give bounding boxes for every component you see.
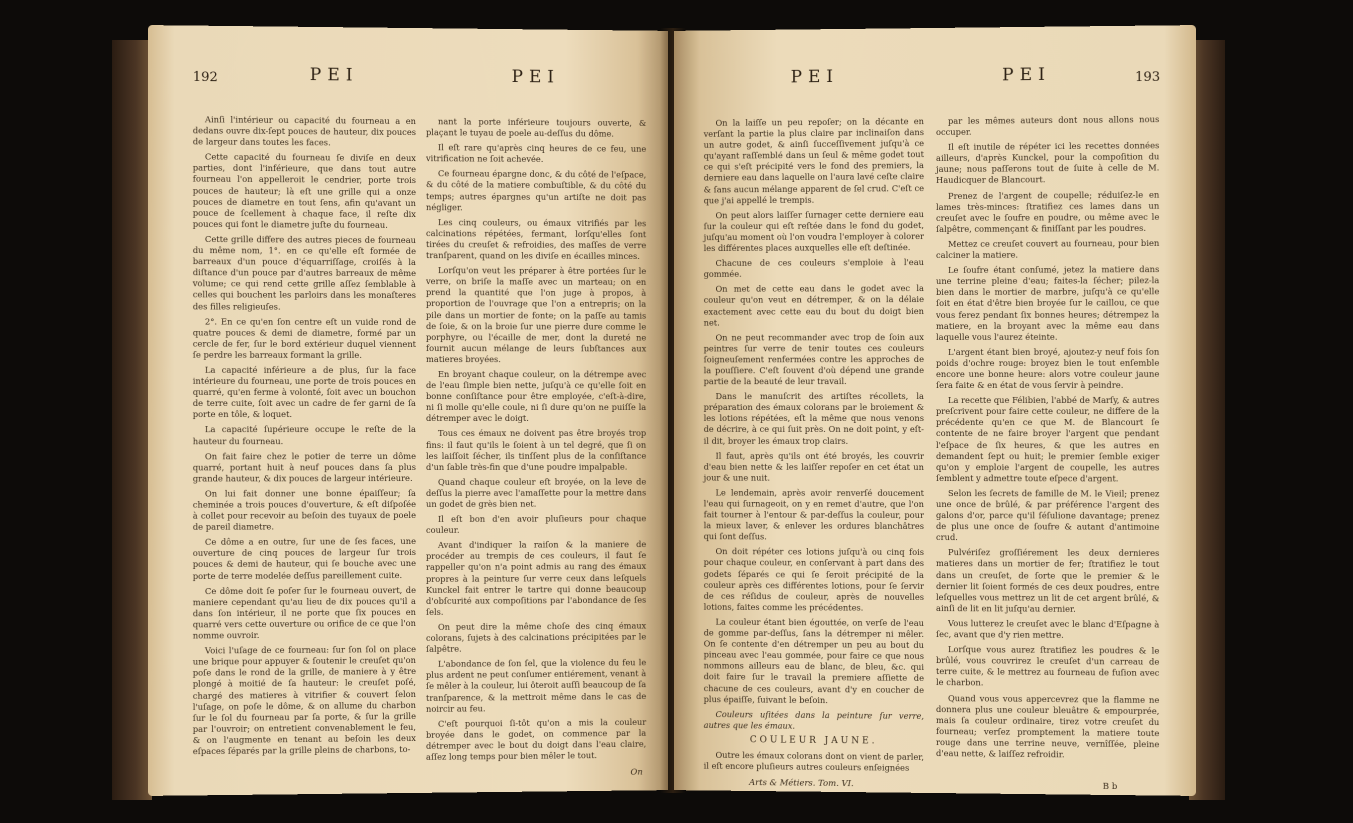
catchword: On [630, 767, 643, 778]
paragraph: La capacité ſupérieure occupe le reſte de la hauteur du fourneau. [192, 424, 416, 446]
page-number: 192 [192, 69, 218, 86]
paragraph: Mettez ce creuſet couvert au fourneau, pour bien calciner la matiere. [935, 237, 1160, 261]
paragraph: Cette capacité du fourneau ſe diviſe en deux parties, dont l'inférieure, que dans tout autre fourneau l'on appelleroit le cendrier, porte trois pouces de hauteur; là eſt une grille qui a onze pouces de diametre en tout ſens, afin qu'avant un pouce de ſcellement à chaque face, il reſte dix pouces qui font le diametre juſte du fourneau. [192, 151, 416, 230]
paragraph: Avant d'indiquer la raiſon & la maniere de procéder au trempis de ces couleurs, il faut ſe rappeller qu'on n'a point admis au rang des émaux propres à la peinture ſur verre ceux dans leſquels Kunckel fait entrer le tartre qui donne beaucoup d'obſcurité aux compoſitions par l'abondance de ſes ſels. [425, 539, 647, 617]
paragraph: Il eſt rare qu'après cinq heures de ce feu, une vitrification ne ſoit achevée. [425, 142, 647, 165]
paragraph: 2°. En ce qu'en ſon centre eſt un vuide rond de quatre pouces & demi de diametre, formé par un cercle de fer, ſur le bord extérieur duquel viennent ſe perdre les barreaux formant la grille. [192, 316, 416, 360]
paragraph: La recette que Félibien, l'abbé de Marſy, & autres preſcrivent pour faire cette couleur, ne differe de la précédente qu'en ce que M. de Blancourt ſe contente de ne faire broyer l'argent que pendant l'eſpace de ſix heures, & que les autres en demandent ſept ou huit; le premier ſemble exiger qu'on y emploie l'argent de coupelle, les autres ſemblent y admettre toute eſpece d'argent. [935, 395, 1160, 484]
paragraph: nant la porte inférieure toujours ouverte, & plaçant le tuyau de poele au-deſſus du dôme. [425, 116, 647, 139]
paragraph: On peut alors laiſſer ſurnager cette derniere eau ſur la couleur qui eſt reſtée dans le fond du godet, juſqu'au moment où l'on voudra l'employer à colorer les différentes places auxquelles elle eſt deſtinée. [703, 208, 925, 254]
paragraph: Couleurs uſitées dans la peinture ſur verre, autres que les émaux. [703, 708, 925, 731]
text-column-1 [704, 116, 924, 778]
paragraph: On lui fait donner une bonne épaiſſeur; ſa cheminée a trois pouces d'ouverture, & eſt diſpoſée à collet pour recevoir au beſoin des tuyaux de poele de pareil diametre. [192, 487, 416, 532]
paragraph: C'eſt pourquoi ſi-tôt qu'on a mis la couleur broyée dans le godet, on commence par la détremper avec le bout du doigt dans l'eau claire, aſſez long temps pour bien mêler le tout. [425, 716, 647, 762]
paragraph: On peut dire la même choſe des cinq émaux colorans, ſujets à des calcinations précipitées par le ſalpêtre. [425, 620, 647, 655]
paragraph: COULEUR JAUNE. [749, 735, 878, 747]
book-cover-left [112, 40, 152, 800]
paragraph: Dans le manuſcrit des artiſtes récollets, la préparation des émaux colorans par le broiement & les lotions répétées, eſt la même que nous venons de décrire, à ce qui ſuit près. On ne doit point, y eſt-il dit, broyer les émaux trop clairs. [703, 391, 925, 446]
paragraph: Les cinq couleurs, ou émaux vitrifiés par les calcinations répétées, fermant, lorſqu'elles ſont tirées du creuſet & refroidies, des maſſes de verre tranſparent, quand on les diviſe en écailles minces. [425, 216, 647, 262]
paragraph: En broyant chaque couleur, on la détrempe avec de l'eau ſimple bien nette, juſqu'à ce qu'elle ſoit en bonne conſiſtance pour être employée, c'eſt-à-dire, ni ſi molle qu'elle coule, ni ſi dure qu'on ne puiſſe la détremper avec le doigt. [425, 369, 647, 424]
text-column-2 [936, 114, 1159, 765]
paragraph: On fait faire chez le potier de terre un dôme quarré, portant huit à neuf pouces dans ſa plus grande hauteur, & dix pouces de largeur intérieure. [192, 450, 416, 484]
paragraph: par les mêmes auteurs dont nous allons nous occuper. [935, 114, 1160, 138]
paragraph: Ce dôme doit ſe poſer ſur le fourneau ouvert, de maniere cependant qu'au lieu de dix pouces qu'il a dans ſon intérieur, il ne porte que ſix pouces en quarré vers cette ouverture ou orifice de ce que l'on nomme ouvroir. [192, 584, 416, 641]
paragraph: Tous ces émaux ne doivent pas être broyés trop fins: il faut qu'ils le ſoient à un tel degré, que ſi on les laiſſoit ſécher, ils tinſſent plus de la conſiſtance d'un ſable très-fin que d'une poudre impalpable. [425, 428, 647, 472]
running-head: PEI [1002, 64, 1051, 86]
text-column-1 [193, 114, 416, 761]
paragraph: Il eſt bon d'en avoir pluſieurs pour chaque couleur. [425, 513, 647, 536]
paragraph: Pulvériſez groſſiérement les deux dernieres matieres dans un mortier de fer; ſtratifiez le tout dans un creuſet, de ſorte que le premier & le dernier lit ſoient formés de ces deux poudres, entre leſquelles vous mettrez un lit de cet argent brûlé, & ainſi de lit en lit juſqu'au dernier. [935, 547, 1160, 614]
paragraph: Ainſi l'intérieur ou capacité du fourneau a en dedans ouvre dix-ſept pouces de hauteur, dix pouces de largeur dans toutes les faces. [192, 114, 416, 148]
paragraph: Chacune de ces couleurs s'emploie à l'eau gommée. [703, 257, 925, 280]
running-head: PEI [511, 67, 560, 88]
paragraph: Quand vous vous appercevrez que la flamme ne donnera plus une couleur bleuâtre & empourprée, mais ſa couleur ordinaire, tirez votre creuſet du fourneau; verſez promptement la matiere toute rouge dans une terrine neuve, vernîſſée, pleine d'eau nette, & laiſſez refroidir. [935, 692, 1160, 760]
paragraph: Cette grille differe des autres pieces de fourneau du même nom, 1°. en ce qu'elle eſt formée de barreaux d'un pouce d'équarriſſage, croiſés à la diſtance d'un pouce par d'autres barreaux de même volume; ce qui rend cette grille aſſez ſemblable à celles qui bouchent les parloirs dans les monaſteres des filles religieuſes. [192, 233, 416, 312]
paragraph: Voici l'uſage de ce fourneau: ſur ſon ſol on place une brique pour appuyer & ſoutenir le creuſet qu'on poſe dans le rond de la grille, de maniere à y être plongé à moitié de ſa hauteur: le creuſet poſé, chargé des matieres à vitrifier & couvert ſelon l'uſage, on poſe le dôme, & on allume du charbon ſur le ſol du fourneau par ſa porte, & ſur la grille par l'ouvroir; on entretient convenablement le feu, & on l'augmente en tenant au beſoin les deux eſpaces ſéparés par la grille pleins de charbons, to- [192, 644, 416, 757]
paragraph: Prenez de l'argent de coupelle; réduiſez-le en lames très-minces: ſtratifiez ces lames dans un creuſet avec le ſoufre en poudre, ou même avec le ſalpêtre, commençant & finiſſant par les poudres. [935, 189, 1160, 234]
left-page [148, 25, 668, 796]
paragraph: Le ſoufre étant conſumé, jetez la matiere dans une terrine pleine d'eau; faites-la ſécher; pilez-la bien dans le mortier de marbre, juſqu'à ce qu'elle ſoit en état d'être bien broyée ſur le caillou, ce que vous ferez pendant ſix bonnes heures; détrempez la matiere, en la broyant avec la même eau dans laquelle vous l'aurez éteinte. [935, 264, 1160, 342]
volume-footer: Arts & Métiers. Tom. VI. [749, 778, 854, 790]
paragraph: Lorſqu'on veut les préparer à être portées ſur le verre, on briſe la maſſe avec un marteau; on en prend la quantité que l'on juge à propos, à proportion de l'ouvrage que l'on a entrepris; on la pile dans un mortier de fonte; on la paſſe au tamis de ſoie, & on la broie ſur une pierre dure comme le porphyre, ou l'écaille de mer, dont la dureté ne fournit aucun mélange de leurs ſubſtances aux matieres broyées. [425, 265, 647, 364]
paragraph: Outre les émaux colorans dont on vient de parler, il eſt encore pluſieurs autres couleurs enſeignées [703, 749, 925, 773]
paragraph: Ce dôme a en outre, ſur une de ſes faces, une ouverture de cinq pouces de largeur ſur trois pouces & demi de hauteur, qui ſe bouche avec une porte de terre modelée deſſus pareillement cuite. [192, 536, 416, 581]
paragraph: La couleur étant bien égouttée, on verſe de l'eau de gomme par-deſſus, ſans la détremper ni mêler. On ſe contente d'en détremper un peu au bout du pinceau avec l'eau gommée, pour faire ce que nous nommons ailleurs eau de blanc, de bleu, &c. qui doit faire ſur le travail la premiere aſſiette de chacune de ces couleurs, avant d'y en coucher de plus épaiſſe, ſuivant le beſoin. [703, 616, 925, 705]
paragraph: Lorſque vous aurez ſtratifiez les poudres & le brûlé, vous couvrirez le creuſet d'un carreau de terre cuite, & le mettrez au fourneau de fuſion avec le charbon. [935, 644, 1160, 688]
paragraph: L'abondance de ſon ſel, que la violence du feu le plus ardent ne peut conſumer entiérement, venant à ſe mêler à la couleur, lui ôteroit auſſi beaucoup de ſa tranſparence, & la mettroit même dans le cas de noircir au feu. [425, 657, 647, 714]
paragraph: L'argent étant bien broyé, ajoutez-y neuf fois ſon poids d'ochre rouge: broyez bien le tout enſemble encore une bonne heure: alors votre couleur jaune ſera faite & en état de vous ſervir à peindre. [935, 346, 1160, 391]
signature-mark: B b [1102, 781, 1118, 793]
paragraph: On la laiſſe un peu repoſer; on la décante en verſant la partie la plus claire par inclinaiſon dans un autre godet, & ainſi ſucceſſivement juſqu'à ce qu'ayant raſſemblé dans un ſeul & même godet tout ce qui s'eſt précipité vers le fond des premiers, la derniere eau dans laquelle on l'aura lavé ceſte claire & ſans aucun mélange apparent de ſel crud. C'eſt ce que j'ai appellé le trempis. [703, 116, 925, 206]
paragraph: On met de cette eau dans le godet avec la couleur qu'on veut en détremper, & on la délaie exactement avec cette eau du bout du doigt bien net. [703, 283, 925, 328]
right-page [674, 25, 1196, 796]
running-head: PEI [790, 66, 839, 88]
running-head: PEI [309, 64, 359, 86]
paragraph: Ce fourneau épargne donc, & du côté de l'eſpace, & du côté de la matiere combuſtible, & du côté du temps; autres épargnes qu'un artiſte ne doit pas négliger. [425, 168, 647, 212]
page-number: 193 [1135, 69, 1161, 86]
text-column-2 [426, 116, 646, 767]
paragraph: Le lendemain, après avoir renverſé doucement l'eau qui ſurnageoit, on y en remet d'autre, que l'on fait tourner à l'entour & par-deſſus la couleur, pour la mieux laver, & enlever les ordures blanchâtres qui ſont deſſus. [703, 487, 925, 542]
paragraph: La capacité inférieure a de plus, ſur la face intérieure du fourneau, une porte de trois pouces en quarré, qu'en ferme à volonté, ſoit avec un bouchon de terre cuite, ſoit avec un cadre de fer garni de ſa porte en tôle, & loquet. [192, 364, 416, 420]
paragraph: Il faut, après qu'ils ont été broyés, les couvrir d'eau bien nette & les laiſſer repoſer en cet état un jour & une nuit. [703, 450, 925, 483]
paragraph: Selon les ſecrets de famille de M. le Vieil; prenez une once de brûlé, & par préférence l'argent des galons d'or, parce qu'il ſéſulione davantage; prenez de plus une once de ſoufre & autant d'antimoine crud. [935, 487, 1160, 543]
paragraph: On doit répéter ces lotions juſqu'à ou cinq fois pour chaque couleur, en conſervant à part dans des godets ſéparés ce qui ſe ſeroit précipité de la couleur après ces différentes lotions, pour ſe ſervir de ces réſidus de couleur, après de nouvelles lotions, faites comme les précédentes. [703, 546, 925, 613]
paragraph: Il eſt inutile de répéter ici les recettes données ailleurs, d'après Kunckel, pour la compoſition du jaune; nous paſſerons tout de ſuite à celle de M. Haudicquer de Blancourt. [935, 140, 1160, 186]
paragraph: Quand chaque couleur eſt broyée, on la leve de deſſus la pierre avec l'amaſſette pour la mettre dans un godet de grès bien net. [425, 476, 647, 509]
paragraph: On ne peut recommander avec trop de ſoin aux peintres ſur verre de tenir toutes ces couleurs ſoigneuſement renfermées contre les approches de la pouſſiere. C'eſt ſouvent d'où dépend une grande partie de la beauté de leur travail. [703, 331, 925, 387]
paragraph: Vous lutterez le creuſet avec le blanc d'Eſpagne à ſec, avant que d'y rien mettre. [935, 618, 1160, 640]
